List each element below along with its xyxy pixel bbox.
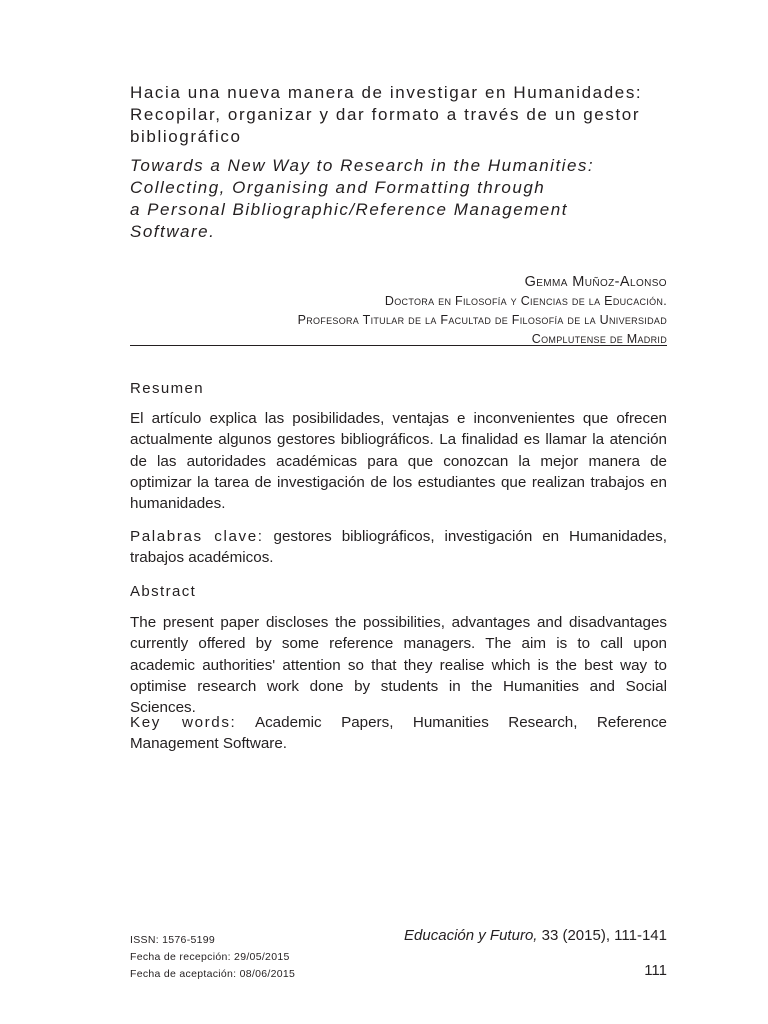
title-english-line: Software. — [130, 222, 216, 241]
abstract-body: The present paper discloses the possibilities, advantages and disadvantages currently offered by some reference managers. The aim is to call upon academic authorities' attention so that they realise which is the best way to optimise research work done by students in the Humanities and Social Sciences. — [130, 614, 667, 717]
author-divider — [130, 345, 667, 346]
issn: ISSN: 1576-5199 — [130, 934, 216, 946]
title-spanish-line: bibliográfico — [130, 127, 242, 146]
title-spanish-line: Hacia una nueva manera de investigar en Humanidades: — [130, 83, 643, 102]
received-date: Fecha de recepción: 29/05/2015 — [130, 951, 290, 963]
title-spanish-line: Recopilar, organizar y dar formato a través de un gestor — [130, 105, 641, 124]
title-english — [130, 155, 670, 243]
author-affiliation: Complutense de Madrid — [531, 332, 667, 346]
page-number: 111 — [644, 962, 667, 979]
footer-metadata — [130, 932, 390, 983]
resumen-keywords — [130, 526, 667, 569]
resumen-body: El artículo explica las posibilidades, ventajas e inconvenientes que ofrecen actualmente algunos gestores bibliográficos. La finalidad es llamar la atención de las autoridades académicas para que conozcan la mejor manera de optimizar la tarea de investigación de los estudiantes que realizan trabajos en humanidades. — [130, 410, 667, 513]
resumen-heading: Resumen — [130, 380, 204, 397]
accepted-date: Fecha de aceptación: 08/06/2015 — [130, 968, 296, 980]
title-spanish — [130, 82, 670, 148]
author-affiliation: Profesora Titular de la Facultad de Filosofía de la Universidad — [297, 313, 667, 327]
author-block — [130, 272, 667, 349]
title-english-line: a Personal Bibliographic/Reference Management — [130, 200, 568, 219]
title-english-line: Towards a New Way to Research in the Humanities: — [130, 156, 595, 175]
keywords-text: gestores bibliográficos, investigación en Humanidades, trabajos académicos. — [130, 528, 667, 567]
journal-name: Educación y Futuro, — [404, 927, 538, 944]
keywords-text: Academic Papers, Humanities Research, Reference Management Software. — [130, 714, 667, 753]
abstract-heading: Abstract — [130, 583, 197, 600]
author-affiliation: Doctora en Filosofía y Ciencias de la Educación. — [384, 294, 667, 308]
keywords-label: Key words: — [130, 714, 237, 731]
abstract-keywords — [130, 712, 667, 755]
journal-citation — [404, 927, 667, 944]
journal-issue: 33 (2015), 111-141 — [537, 927, 667, 944]
author-name: Gemma Muñoz-Alonso — [524, 274, 667, 290]
keywords-label: Palabras clave: — [130, 528, 264, 545]
title-english-line: Collecting, Organising and Formatting through — [130, 178, 546, 197]
